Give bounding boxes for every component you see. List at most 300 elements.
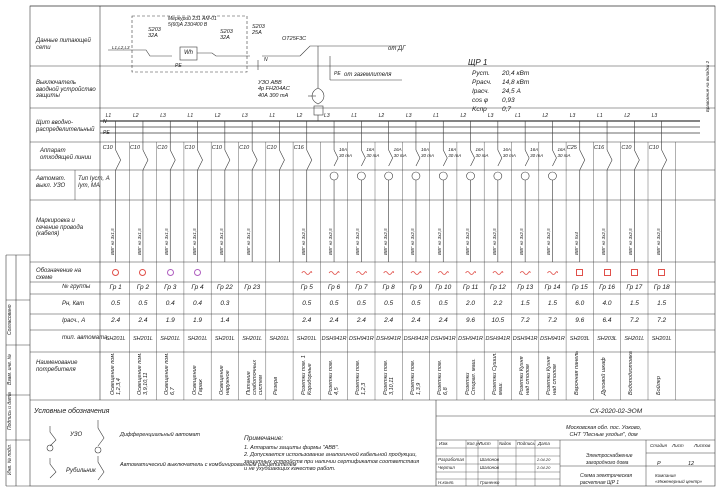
uzo-block [314,106,323,115]
rcbo-coil [521,172,529,180]
device-rating: 16A [530,147,539,152]
breaker-type: DSH941R [512,336,538,342]
column-phase: L1 [187,113,194,119]
bus-PE-label: PE [103,130,110,136]
device-leak: 30 mA [530,153,544,158]
row-label: тип. автомата [62,335,108,341]
current-a: 7.2 [547,317,557,324]
column-phase: L1 [269,113,275,119]
power-kw: 1.5 [657,300,667,307]
from-dg-label: от ДГ [388,46,406,52]
current-a: 2.4 [438,317,448,324]
row-label: Выключатель вводной устройство защиты [36,80,96,100]
rcbo-coil [330,172,338,180]
breaker-type: SH201L [242,336,263,342]
breaker-type: SH203L [569,336,590,342]
breaker-switch [116,150,121,170]
group-number: Гр 17 [626,284,643,291]
legend-switch-symbol [50,458,56,478]
cable-mark: ВВГ нг 3х1,5 [164,228,170,255]
consumer-name: Освещение пом. 1,2,3,4 [109,352,122,395]
device-type: C10 [621,145,632,151]
stamp-sheet-total: 12 [688,461,695,467]
power-kw: 0.4 [193,300,203,307]
rcbo-switch [334,150,338,166]
device-type: C10 [648,145,659,151]
breaker-type: SH201L [624,336,645,342]
stamp-address: Московская обл. пос. Уоково, СНТ "Лесные угодья", дом [566,425,642,439]
panel-param-key: Iрасч. [472,88,490,95]
breaker-switch [662,150,667,170]
side-label: Подпись и дата [7,392,13,430]
stage-head: Лист [672,443,684,448]
stamp-role: Н.конт. [438,479,455,485]
consumer-name: Духовой шкаф [601,357,608,395]
group-number: Гр 6 [327,284,341,291]
power-kw: 0.5 [138,300,148,307]
breaker-switch [634,150,639,170]
stage-head: Листов [694,443,711,448]
consumer-name: Розетки Стирал. маш. [464,358,477,395]
column-phase: L3 [487,113,494,119]
panel-param-value: 24,5 А [502,88,521,95]
indicator-circle [167,269,174,276]
column-phase: L1 [433,113,439,119]
rcbo-coil [548,172,556,180]
breaker-type: DSH941R [403,336,429,342]
meter-symbol: Wh [184,50,193,56]
breaker-type: DSH941R [376,336,402,342]
indicator-socket [520,272,530,275]
device-leak: 30 mA [475,153,489,158]
consumer-name: Розетки пом. 3,10,11 [382,359,395,395]
cable-mark: ВВГ нг 3х2,5 [464,228,470,255]
breaker-type: SH201L [296,336,317,342]
current-a: 6.4 [602,317,612,324]
rcbo-switch [389,150,393,166]
device-type: C10 [266,145,277,151]
indicator-socket [547,272,557,275]
breaker-type: SH201L [269,336,290,342]
power-kw: 0.4 [165,300,175,307]
power-kw: 0.5 [356,300,366,307]
stamp-name: Шалонов [480,457,499,462]
row-label: Наименование потребителя [36,360,78,373]
device-type: C25 [566,145,577,151]
breaker-type: DSH941R [430,336,456,342]
cable-mark: ВВГ нг 3х1,5 [136,228,142,255]
rcbo-switch [416,150,420,166]
breaker-type: SH201L [133,336,153,342]
rcbo-coil [467,172,475,180]
cable-mark: ВВГ нг 3х2,5 [300,228,306,255]
breaker-type: SH203L [597,336,617,342]
current-a: 2.4 [138,317,148,324]
group-number: Гр 8 [382,284,395,291]
stage-head: Стадия [650,443,667,448]
current-a: 2.4 [384,317,394,324]
note-line: 1. Аппараты защиты фирмы "АВВ". [244,445,340,451]
row-label: Pн, Квт [62,301,85,307]
cable-mark: ВВГ нг 3х2,5 [628,228,634,255]
breaker-switch [252,150,257,170]
panel-param-value: 0,7 [502,106,512,113]
breaker-switch [307,150,312,170]
device-type: C10 [184,145,195,151]
group-number: Гр 23 [244,284,261,291]
cable-mark: ВВГ нг 3х2,5 [491,228,497,255]
supply-feed [197,53,250,56]
cable-mark: ВВГ нг 3х2,5 [328,228,334,255]
current-a: 7.2 [657,317,667,324]
breaker-mid-label: S203 32A [220,29,233,42]
stamp-head: Лист [479,441,491,446]
stamp-system: Электроснабжение загородного дома [586,453,633,466]
current-a: 7.2 [520,317,530,324]
current-a: 1.4 [220,317,230,324]
consumer-name: Розетки пом. 6,8 [437,359,450,395]
device-rating: 16A [475,147,484,152]
stamp-date: 2.04.20 [537,457,551,462]
current-a: 2.4 [329,317,339,324]
group-number: Гр 2 [136,284,150,291]
legend-breaker-label: Автоматический выключатель с комбинированным расцепителем [120,462,297,468]
consumer-name: Розетки пом. 1 Коридорные [300,355,313,395]
panel-param-key: Kспр [472,106,487,113]
breaker-type: DSH941R [348,336,374,342]
cable-mark: ВВГ нг 3х2,5 [409,228,415,255]
cable-mark: ВВГ нг 3х1,5 [246,228,252,255]
device-type: C16 [293,145,304,151]
rcbo-coil [412,172,420,180]
column-phase: L2 [378,113,385,119]
current-a: 10.5 [491,317,505,324]
indicator-socket [411,272,421,275]
current-a: 2.4 [302,317,312,324]
device-leak: 30 mA [420,153,434,158]
column-phase: L1 [105,113,112,119]
power-kw: 0.3 [220,300,230,307]
main-switch [300,46,318,56]
row-label: Тип Iуст, А Iут, МА [78,176,110,189]
consumer-name: Резерв [273,376,280,395]
device-type: C10 [239,145,250,151]
device-rating: 16A [448,147,457,152]
device-rating: 16A [557,147,566,152]
group-number: Гр 5 [300,284,313,291]
power-kw: 0.5 [111,300,121,307]
breaker-switch [279,150,284,170]
breaker-switch [607,150,612,170]
breaker-type: DSH941R [485,336,511,342]
indicator-square [576,269,583,276]
rcbo-coil [439,172,447,180]
n-label: N [264,57,268,63]
consumer-name: Питание слаботочных систем [246,359,265,395]
pe-label-2: PE [334,71,341,77]
device-leak: 30 mA [557,153,571,158]
current-a: 9.6 [575,317,585,324]
group-number: Гр 15 [571,284,588,291]
side-label: Взам. инв. № [7,354,13,385]
indicator-square [631,269,638,276]
power-kw: 0.5 [411,300,421,307]
indicator-socket [466,272,476,275]
main-ref-label: OT25F3C [282,36,307,42]
breaker-type: SH201L [651,336,672,342]
group-number: Гр 14 [544,284,561,291]
column-phase: L3 [651,113,658,119]
group-number: Гр 13 [517,284,534,291]
panel-param-value: 20,4 кВт [502,70,530,77]
note-line: защитных устройств при наличии сертификатов соответствия [244,459,420,465]
rcbo-switch [361,150,365,166]
consumer-name: Освещение Гараж [191,365,204,395]
current-a: 7.2 [629,317,639,324]
device-type: C10 [102,145,113,151]
breaker-switch [225,150,230,170]
current-a: 1.9 [193,317,203,324]
cable-mark: ВВГ нг 3х2,5 [382,228,388,255]
row-label: Обозначение на схеме [36,268,82,281]
current-a: 9.6 [466,317,476,324]
group-number: Гр 1 [109,284,122,291]
group-number: Гр 22 [216,284,233,291]
stamp-code: СХ-2020-02-ЭОМ [590,408,643,415]
phases-label: L1,L2,L3 [112,45,130,50]
stamp-head: Дата [538,441,550,446]
current-a: 2.4 [411,317,421,324]
row-label: Данные питающей сети [36,38,91,51]
indicator-square [604,269,611,276]
column-phase: L1 [351,113,357,119]
bus-N-label: N [103,119,107,125]
switch-main-label: S203 25A [252,24,265,37]
column-phase: L3 [569,113,576,119]
indicator-socket [356,272,366,275]
stamp-sheet-title: Схема электрическая расчетная ЩР 1 [580,473,633,486]
supply-feed [108,50,172,56]
note-line: и не ухудшающих качество работ. [244,466,336,472]
column-phase: L2 [132,113,139,119]
rcbo-switch [552,150,556,166]
panel-title: ЩР 1 [468,58,488,67]
side-label: Согласовано [7,304,13,335]
rcbo-switch [443,150,447,166]
legend-diff-label: Дифференциальный автомат [120,432,201,438]
cable-mark: ВВГ нг 3х2,5 [546,228,552,255]
column-phase: L2 [460,113,467,119]
power-kw: 2.0 [466,300,476,307]
legend-title: Условные обозначения [34,408,110,415]
row-label: Щит вводно-распределительный [36,120,95,133]
stamp-company: Компания «Инженерный центр» [655,473,703,484]
column-phase: L2 [542,113,548,119]
group-number: Гр 16 [599,284,615,291]
power-kw: 1.5 [520,300,530,307]
breaker-type: SH201L [105,336,126,342]
device-type: C16 [594,145,605,151]
meter-label: Меркурий 231 АМ-01 5(60)А 230/400 В [168,16,217,28]
current-a: 1.9 [165,317,175,324]
row-label: Аппарат отходящей линии [40,148,92,161]
side-label: Инв. № подл. [7,443,13,475]
consumer-name: Варочная панель [573,351,580,395]
panel-param-key: Pрасч. [472,79,492,86]
rcbo-switch [525,150,529,166]
column-phase: L2 [624,113,630,119]
rcbo-switch [498,150,502,166]
cable-mark: ВВГ нг 3х1,5 [109,228,115,255]
power-kw: 0.5 [329,300,339,307]
rcbo-coil [357,172,365,180]
consumer-name: Розетки пом. 4,5 [328,359,341,395]
indicator-socket [438,272,448,275]
device-type: C10 [157,145,168,151]
rcbo-switch [471,150,475,166]
group-number: Гр 4 [191,284,204,291]
breaker-type: DSH941R [321,336,347,342]
group-number: Гр 11 [462,284,479,291]
column-phase: L2 [214,113,221,119]
device-rating: 16A [393,147,402,152]
breaker-left-label: S203 32A [148,27,161,40]
power-kw: 0.5 [438,300,448,307]
consumer-name: Освещение наружное [218,365,231,395]
device-rating: 16A [502,147,511,152]
indicator-socket [384,272,394,275]
power-kw: 4.0 [602,300,612,307]
note-line: 2. Допускается использование аналогичной кабельной продукции, [244,452,417,458]
group-number: Гр 7 [355,284,368,291]
column-phase: L3 [160,113,166,119]
group-number: Гр 10 [435,284,452,291]
device-rating: 16A [420,147,429,152]
breaker-switch [580,150,585,170]
consumer-name: Бойлер [655,376,662,395]
column-phase: L1 [597,113,603,119]
stamp-stage: Р [657,461,661,467]
breaker-switch [198,150,203,170]
consumer-name: Розетки Кухня над столом [519,356,532,395]
right-margin-note: Бравомние на вкладки 2 [705,60,710,112]
device-type: C10 [129,145,141,151]
row-label: № группы [62,284,91,290]
legend-uzo-symbol [50,426,56,446]
consumer-name: Розетки Кухня над столом [546,356,559,395]
stamp-name: Гриненко [480,479,500,485]
indicator-socket [302,272,312,275]
breaker-type: SH201L [187,336,208,342]
column-phase: L3 [405,113,412,119]
panel-param-key: cos φ [472,97,489,104]
legend-switch-label: Рубильник [66,468,96,474]
stamp-head: Кол.уч [467,441,481,446]
stamp-head: №док [499,441,511,446]
indicator-circle [194,269,201,276]
stamp-role: Разработал [438,457,465,462]
row-label: Маркировка и сечение провода (кабеля) [36,218,84,238]
current-a: 2.4 [356,317,366,324]
device-leak: 30 mA [393,153,407,158]
cable-mark: ВВГ нг 3х1,5 [191,228,197,255]
indicator-socket [493,272,503,275]
column-phase: L3 [242,113,248,119]
consumer-name: Розетки пом. 1,3,9 [409,359,422,395]
breaker-type: DSH941R [540,336,565,342]
device-leak: 30 mA [339,153,353,158]
device-type: C10 [211,145,222,151]
stamp-head: Изм. [439,441,449,446]
power-kw: 1.5 [629,300,639,307]
row-label: Автомат. выкл. УЗО [36,176,66,189]
group-number: Гр 18 [653,284,670,291]
rcbo-coil [385,172,393,180]
device-rating: 16A [366,147,375,152]
consumer-name: Освещение пом. 6,7 [164,352,177,395]
panel-param-value: 0,93 [502,97,515,104]
rcbo-coil [494,172,502,180]
device-rating: 16A [339,147,348,152]
pe-label: PE [175,63,182,69]
stamp-name: Шалонов [480,464,499,470]
group-number: Гр 3 [164,284,177,291]
cable-mark: ВВГ нг 3х1,5 [218,228,224,255]
consumer-name: Водоподготовка [628,351,635,395]
consumer-name: Освещение пом. 3,9,10,11 [136,352,149,395]
column-phase: L1 [515,113,521,119]
stamp-head: Подпись [517,441,535,446]
stamp-role: Чертил [438,464,455,470]
cable-mark: ВВГ нг 3х2,5 [601,228,607,255]
current-a: 2.4 [111,317,121,324]
breaker-type: SH201L [214,336,235,342]
cable-mark: ВВГ нг 5х4 [573,232,579,255]
legend-breaker-symbol [98,456,104,480]
legend-diff-symbol [98,420,104,446]
row-label: Iрасч., А [62,318,86,324]
device-leak: 30 mA [366,153,380,158]
stamp-date: 2.04.20 [537,464,551,470]
column-phase: L2 [296,113,303,119]
cable-mark: ВВГ нг 3х2,5 [355,228,361,255]
indicator-square [658,269,665,276]
notes-title: Примечание: [244,435,284,442]
legend-diff-coil [95,447,101,453]
cable-mark: ВВГ нг 3х2,5 [437,228,443,255]
power-kw: 0.5 [384,300,394,307]
breaker-type: SH201L [160,336,181,342]
cable-mark: ВВГ нг 3х2,5 [519,228,525,255]
column-phase: L3 [324,113,330,119]
power-kw: 1.5 [547,300,557,307]
consumer-name: Розетки Сушил. маш. [491,352,504,395]
device-leak: 30 mA [448,153,462,158]
breaker-switch [143,150,148,170]
consumer-name: Розетки пом. 1,2,3 [355,359,368,395]
power-kw: 0.5 [302,300,312,307]
indicator-socket [329,272,339,275]
from-ground-label: от заземлителя [344,72,392,78]
power-kw: 2.2 [493,300,503,307]
device-leak: 30 mA [502,153,516,158]
group-number: Гр 9 [409,284,423,291]
panel-param-value: 14,8 кВт [502,79,530,86]
breaker-type: DSH941R [458,336,483,342]
group-number: Гр 12 [489,284,506,291]
legend-uzo-label: УЗО [70,432,83,438]
power-kw: 6.0 [575,300,585,307]
